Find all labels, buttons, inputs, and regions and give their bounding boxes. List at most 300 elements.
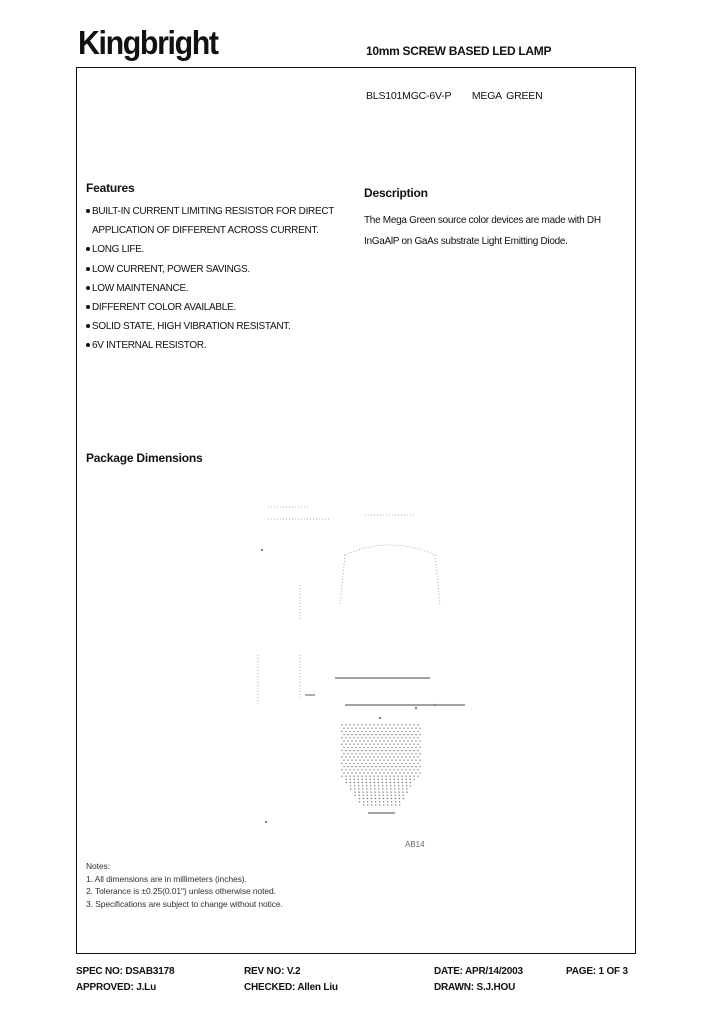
thread-dot	[362, 788, 363, 789]
thread-dot	[393, 724, 394, 725]
thread-dot	[403, 740, 404, 741]
thread-dot	[375, 760, 376, 761]
thread-dot	[362, 782, 363, 783]
thread-dot	[399, 728, 400, 729]
thread-dot	[394, 792, 395, 793]
thread-dot	[343, 760, 344, 761]
thread-dot	[403, 747, 404, 748]
thread-dot	[389, 724, 390, 725]
thread-dot	[345, 724, 346, 725]
thread-dot	[381, 744, 382, 745]
thread-dot	[343, 734, 344, 735]
thread-dot	[349, 737, 350, 738]
thread-dot	[347, 766, 348, 767]
thread-dot	[391, 760, 392, 761]
thread-dot	[363, 760, 364, 761]
thread-dot	[375, 753, 376, 754]
thread-dot	[366, 785, 367, 786]
thread-dot	[369, 744, 370, 745]
thread-dot	[389, 763, 390, 764]
thread-dot	[413, 750, 414, 751]
thread-dot	[357, 763, 358, 764]
thread-dot	[405, 776, 406, 777]
thread-dot	[397, 763, 398, 764]
thread-dot	[394, 785, 395, 786]
thread-dot	[390, 785, 391, 786]
thread-dot	[407, 772, 408, 773]
thread-dot	[354, 792, 355, 793]
thread-dot	[387, 728, 388, 729]
thread-dot	[383, 804, 384, 805]
thread-dot	[385, 737, 386, 738]
kingbright-logo: Kingbright	[78, 24, 218, 61]
thread-dot	[347, 753, 348, 754]
thread-dot	[381, 776, 382, 777]
thread-dot	[371, 766, 372, 767]
thread-dot	[405, 756, 406, 757]
thread-dot	[379, 772, 380, 773]
thread-dot	[411, 728, 412, 729]
thread-dot	[405, 724, 406, 725]
thread-dot	[419, 766, 420, 767]
thread-dot	[369, 776, 370, 777]
thread-dot	[411, 772, 412, 773]
thread-dot	[397, 737, 398, 738]
thread-dot	[414, 779, 415, 780]
bullet-icon	[86, 267, 90, 271]
thread-dot	[367, 766, 368, 767]
thread-dot	[395, 753, 396, 754]
thread-dot	[379, 766, 380, 767]
bullet-icon	[86, 209, 90, 213]
thread-dot	[367, 795, 368, 796]
part-number: BLS101MGC-6V-P	[366, 90, 452, 102]
thread-dot	[361, 737, 362, 738]
thread-dot	[398, 788, 399, 789]
thread-dot	[387, 766, 388, 767]
thread-dot	[383, 747, 384, 748]
thread-dot	[362, 785, 363, 786]
thread-dot	[341, 724, 342, 725]
thread-dot	[359, 740, 360, 741]
thread-dot	[381, 750, 382, 751]
feature-item: DIFFERENT COLOR AVAILABLE.	[86, 298, 334, 317]
thread-dot	[366, 788, 367, 789]
thread-dot	[371, 798, 372, 799]
note-item: 1. All dimensions are in millimeters (inches).	[86, 873, 247, 884]
thread-dot	[354, 782, 355, 783]
thread-dot	[363, 734, 364, 735]
approved-by: APPROVED: J.Lu	[76, 982, 156, 993]
thread-dot	[394, 788, 395, 789]
thread-dot	[362, 779, 363, 780]
notes-title: Notes:	[86, 861, 110, 871]
thread-dot	[379, 801, 380, 802]
thread-dot	[415, 753, 416, 754]
thread-dot	[397, 776, 398, 777]
thread-dot	[363, 728, 364, 729]
thread-dot	[417, 763, 418, 764]
thread-dot	[402, 785, 403, 786]
thread-dot	[351, 734, 352, 735]
thread-dot	[413, 724, 414, 725]
thread-dot	[387, 795, 388, 796]
thread-dot	[371, 772, 372, 773]
thread-dot	[390, 782, 391, 783]
thread-dot	[341, 763, 342, 764]
thread-dot	[371, 804, 372, 805]
thread-dot	[379, 804, 380, 805]
thread-dot	[411, 753, 412, 754]
thread-dot	[373, 750, 374, 751]
thread-dot	[367, 734, 368, 735]
thread-dot	[415, 740, 416, 741]
thread-dot	[369, 750, 370, 751]
thread-dot	[383, 740, 384, 741]
thread-dot	[383, 728, 384, 729]
thread-dot	[401, 756, 402, 757]
thread-dot	[381, 731, 382, 732]
thread-dot	[398, 785, 399, 786]
thread-dot	[370, 782, 371, 783]
thread-dot	[410, 779, 411, 780]
thread-dot	[366, 792, 367, 793]
thread-dot	[377, 737, 378, 738]
feature-item: 6V INTERNAL RESISTOR.	[86, 336, 334, 355]
thread-dot	[365, 737, 366, 738]
thread-dot	[345, 769, 346, 770]
thread-dot	[386, 785, 387, 786]
thread-dot	[387, 760, 388, 761]
thread-dot	[393, 776, 394, 777]
feature-item: LONG LIFE.	[86, 240, 334, 259]
thread-dot	[367, 798, 368, 799]
thread-dot	[415, 734, 416, 735]
thread-dot	[369, 756, 370, 757]
thread-dot	[386, 792, 387, 793]
thread-dot	[374, 782, 375, 783]
thread-dot	[365, 776, 366, 777]
thread-dot	[373, 763, 374, 764]
thread-dot	[365, 724, 366, 725]
thread-dot	[353, 763, 354, 764]
thread-dot	[417, 769, 418, 770]
thread-dot	[393, 744, 394, 745]
thread-dot	[403, 766, 404, 767]
thread-dot	[351, 772, 352, 773]
thread-dot	[345, 731, 346, 732]
thread-dot	[358, 785, 359, 786]
thread-dot	[409, 737, 410, 738]
thread-dot	[409, 756, 410, 757]
thread-dot	[355, 740, 356, 741]
thread-dot	[398, 782, 399, 783]
thread-dot	[374, 785, 375, 786]
thread-dot	[362, 792, 363, 793]
thread-dot	[382, 782, 383, 783]
thread-dot	[409, 763, 410, 764]
thread-dot	[403, 760, 404, 761]
thread-dot	[382, 788, 383, 789]
thread-dot	[369, 724, 370, 725]
thread-dot	[403, 734, 404, 735]
thread-dot	[354, 779, 355, 780]
thread-dot	[391, 801, 392, 802]
package-drawing	[250, 495, 480, 855]
thread-dot	[397, 731, 398, 732]
thread-dot	[393, 737, 394, 738]
thread-dot	[399, 795, 400, 796]
thread-dot	[395, 760, 396, 761]
spec-number: SPEC NO: DSAB3178	[76, 966, 175, 977]
thread-dot	[371, 740, 372, 741]
thread-dot	[383, 795, 384, 796]
thread-dot	[378, 792, 379, 793]
thread-dot	[375, 734, 376, 735]
thread-dot	[389, 750, 390, 751]
thread-dot	[395, 766, 396, 767]
feature-item: SOLID STATE, HIGH VIBRATION RESISTANT.	[86, 317, 334, 336]
thread-dot	[409, 744, 410, 745]
thread-dot	[365, 769, 366, 770]
thread-dot	[345, 763, 346, 764]
thread-dot	[387, 753, 388, 754]
thread-dot	[361, 776, 362, 777]
thread-dot	[409, 750, 410, 751]
thread-dot	[406, 788, 407, 789]
thread-dot	[419, 734, 420, 735]
thread-dot	[343, 740, 344, 741]
thread-dot	[350, 788, 351, 789]
thread-dot	[349, 769, 350, 770]
thread-dot	[403, 795, 404, 796]
thread-dot	[363, 772, 364, 773]
thread-dot	[409, 724, 410, 725]
thread-dot	[401, 744, 402, 745]
features-title: Features	[86, 181, 135, 195]
thread-dot	[346, 779, 347, 780]
thread-dot	[413, 756, 414, 757]
drawn-by: DRAWN: S.J.HOU	[434, 982, 516, 993]
thread-dot	[413, 744, 414, 745]
thread-dot	[385, 724, 386, 725]
thread-dot	[355, 760, 356, 761]
thread-dot	[369, 737, 370, 738]
date: DATE: APR/14/2003	[434, 966, 523, 977]
thread-dot	[395, 747, 396, 748]
thread-dot	[375, 740, 376, 741]
thread-dot	[381, 763, 382, 764]
thread-dot	[387, 734, 388, 735]
thread-dot	[350, 782, 351, 783]
thread-dot	[397, 724, 398, 725]
thread-dot	[389, 769, 390, 770]
thread-dot	[341, 737, 342, 738]
thread-dot	[371, 734, 372, 735]
page-number: PAGE: 1 OF 3	[566, 966, 628, 977]
thread-dot	[387, 740, 388, 741]
thread-dot	[359, 772, 360, 773]
thread-dot	[363, 798, 364, 799]
thread-dot	[417, 731, 418, 732]
thread-dot	[401, 750, 402, 751]
thread-dot	[419, 753, 420, 754]
thread-dot	[365, 731, 366, 732]
checked-by: CHECKED: Allen Liu	[244, 982, 338, 993]
thread-dot	[411, 760, 412, 761]
thread-dot	[351, 747, 352, 748]
thread-dot	[375, 747, 376, 748]
thread-dot	[405, 763, 406, 764]
thread-dot	[387, 747, 388, 748]
thread-dot	[387, 801, 388, 802]
thread-dot	[385, 776, 386, 777]
thread-dot	[379, 734, 380, 735]
thread-dot	[351, 740, 352, 741]
thread-dot	[411, 747, 412, 748]
thread-dot	[359, 798, 360, 799]
thread-dot	[411, 766, 412, 767]
thread-dot	[359, 766, 360, 767]
thread-dot	[406, 792, 407, 793]
thread-dot	[413, 731, 414, 732]
thread-dot	[349, 731, 350, 732]
thread-dot	[351, 760, 352, 761]
thread-dot	[395, 734, 396, 735]
thread-dot	[413, 737, 414, 738]
thread-dot	[377, 724, 378, 725]
thread-dot	[359, 760, 360, 761]
thread-dot	[357, 776, 358, 777]
thread-dot	[367, 753, 368, 754]
thread-dot	[353, 737, 354, 738]
thread-dot	[377, 731, 378, 732]
thread-dot	[355, 753, 356, 754]
thread-dot	[405, 737, 406, 738]
thread-dot	[383, 772, 384, 773]
thread-dot	[365, 763, 366, 764]
thread-dot	[387, 804, 388, 805]
thread-dot	[393, 763, 394, 764]
thread-dot	[387, 772, 388, 773]
thread-dot	[383, 798, 384, 799]
thread-dot	[395, 804, 396, 805]
thread-dot	[389, 737, 390, 738]
thread-dot	[375, 728, 376, 729]
feature-item: BUILT-IN CURRENT LIMITING RESISTOR FOR DIRECT	[86, 202, 334, 221]
thread-dot	[389, 776, 390, 777]
thread-dot	[413, 763, 414, 764]
thread-dot	[391, 753, 392, 754]
thread-dot	[373, 776, 374, 777]
thread-dot	[346, 782, 347, 783]
thread-dot	[373, 756, 374, 757]
thread-dot	[353, 750, 354, 751]
thread-dot	[357, 731, 358, 732]
thread-dot	[367, 772, 368, 773]
thread-dot	[417, 750, 418, 751]
thread-dot	[381, 756, 382, 757]
thread-dot	[405, 750, 406, 751]
thread-dot	[367, 728, 368, 729]
thread-dot	[375, 766, 376, 767]
thread-dot	[371, 728, 372, 729]
thread-dot	[401, 769, 402, 770]
thread-dot	[361, 731, 362, 732]
thread-dot	[379, 728, 380, 729]
thread-dot	[370, 779, 371, 780]
thread-dot	[395, 798, 396, 799]
thread-dot	[353, 769, 354, 770]
thread-dot	[374, 788, 375, 789]
thread-dot	[343, 728, 344, 729]
thread-dot	[375, 801, 376, 802]
thread-dot	[357, 769, 358, 770]
thread-dot	[389, 731, 390, 732]
thread-dot	[363, 795, 364, 796]
thread-dot	[395, 728, 396, 729]
thread-dot	[347, 740, 348, 741]
thread-dot	[351, 728, 352, 729]
thread-dot	[395, 795, 396, 796]
drawing-label: AB14	[405, 840, 425, 849]
thread-dot	[378, 785, 379, 786]
thread-dot	[407, 728, 408, 729]
thread-dot	[371, 795, 372, 796]
thread-dot	[353, 744, 354, 745]
thread-dot	[391, 747, 392, 748]
thread-dot	[343, 772, 344, 773]
thread-dot	[415, 728, 416, 729]
note-item: 2. Tolerance is ±0.25(0.01") unless otherwise noted.	[86, 886, 276, 896]
thread-dot	[391, 734, 392, 735]
thread-dot	[347, 747, 348, 748]
thread-dot	[377, 756, 378, 757]
thread-dot	[363, 801, 364, 802]
thread-dot	[385, 756, 386, 757]
thread-dot	[381, 724, 382, 725]
thread-dot	[370, 785, 371, 786]
document-title: 10mm SCREW BASED LED LAMP	[366, 44, 552, 58]
package-dimensions-title: Package Dimensions	[86, 451, 203, 465]
thread-dot	[407, 747, 408, 748]
thread-dot	[399, 740, 400, 741]
part-color: MEGA GREEN	[471, 90, 543, 102]
thread-dot	[375, 795, 376, 796]
thread-dot	[377, 763, 378, 764]
thread-dot	[394, 779, 395, 780]
thread-dot	[377, 744, 378, 745]
thread-dot	[359, 801, 360, 802]
thread-dot	[351, 766, 352, 767]
thread-dot	[403, 753, 404, 754]
thread-dot	[391, 766, 392, 767]
thread-dot	[379, 795, 380, 796]
thread-dot	[379, 760, 380, 761]
description-title: Description	[364, 186, 428, 200]
thread-dot	[383, 753, 384, 754]
thread-dot	[357, 744, 358, 745]
thread-dot	[383, 734, 384, 735]
thread-dot	[383, 760, 384, 761]
feature-item: LOW CURRENT, POWER SAVINGS.	[86, 260, 334, 279]
thread-dot	[417, 724, 418, 725]
thread-dot	[393, 731, 394, 732]
thread-dot	[402, 788, 403, 789]
thread-dot	[366, 782, 367, 783]
thread-dot	[345, 737, 346, 738]
thread-dot	[407, 760, 408, 761]
